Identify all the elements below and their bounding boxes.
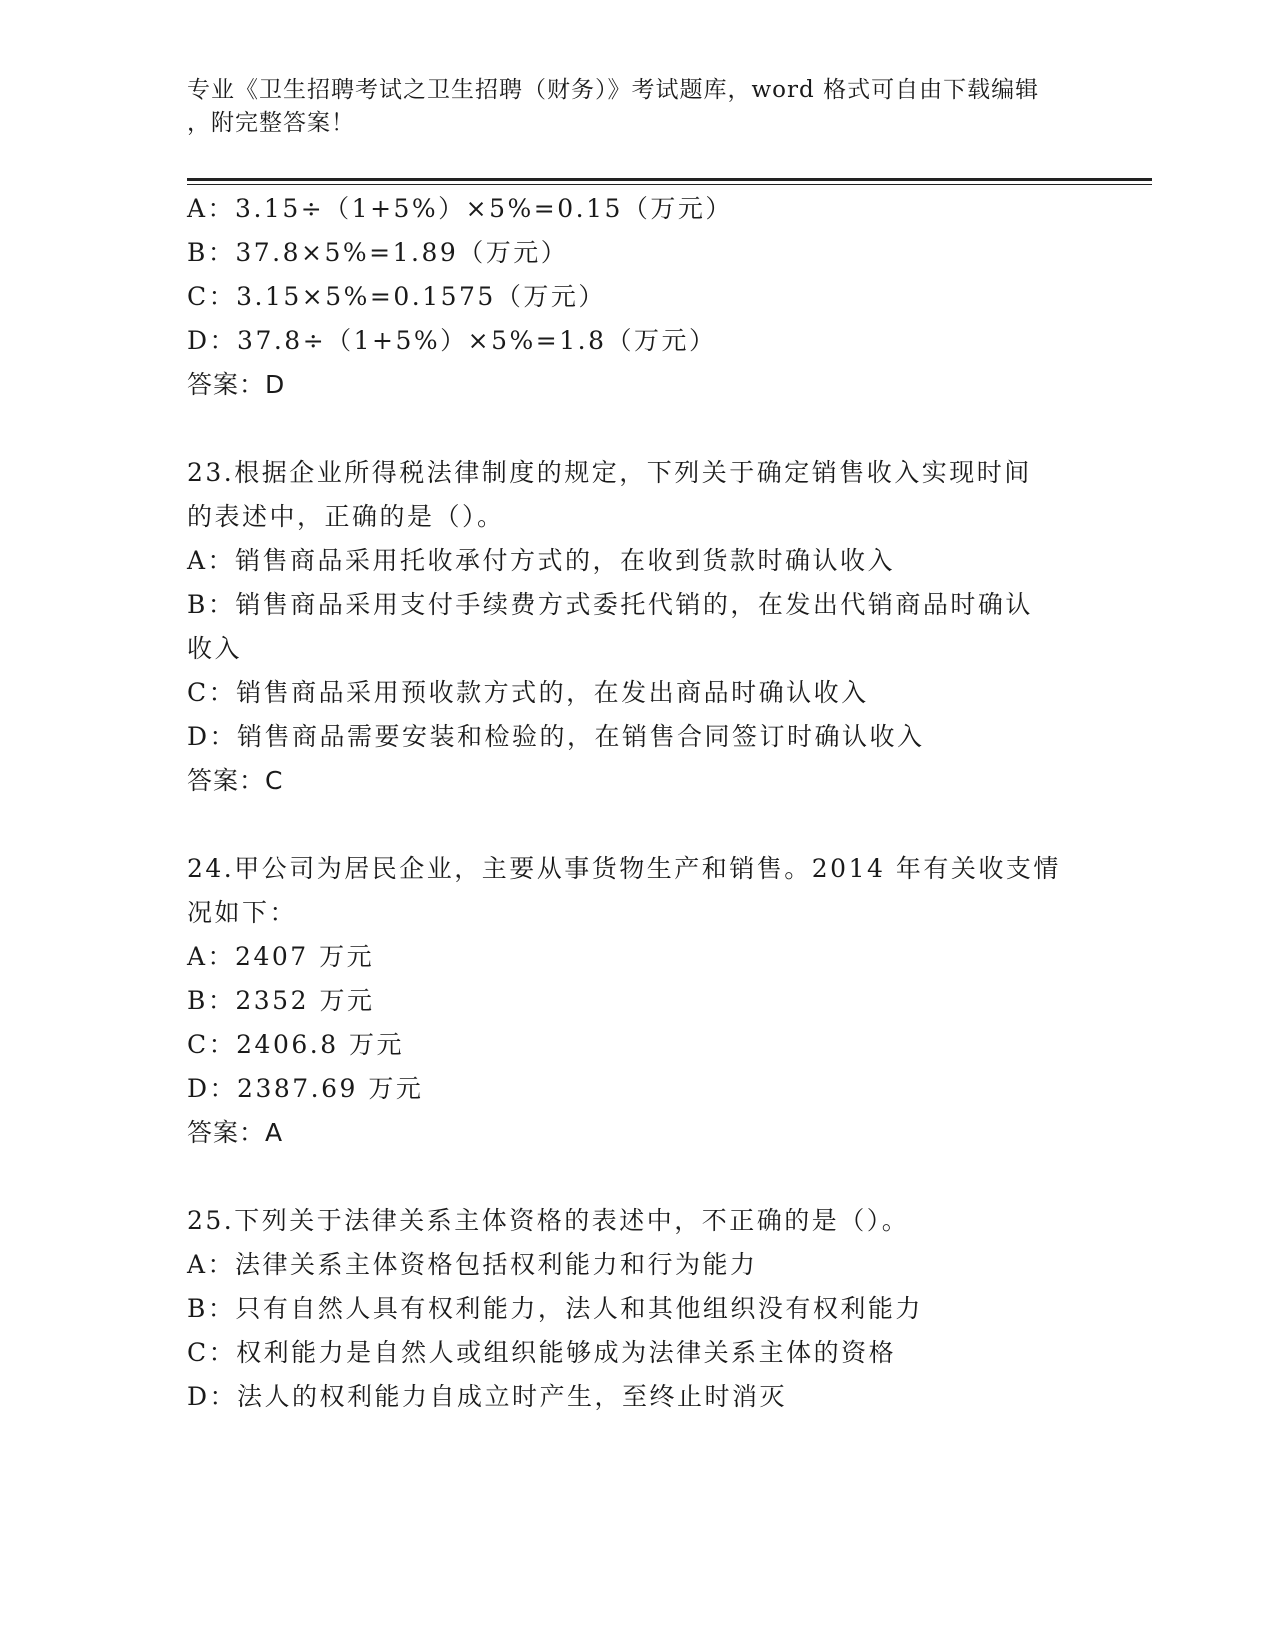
q25-option-a: A：法律关系主体资格包括权利能力和行为能力 xyxy=(187,1250,758,1279)
q23-option-b-line-2: 收入 xyxy=(187,634,243,663)
q25-option-b: B：只有自然人具有权利能力，法人和其他组织没有权利能力 xyxy=(187,1294,923,1323)
header-divider xyxy=(187,178,1152,181)
q24-option-a: A：2407 万元 xyxy=(187,942,375,971)
header-divider-thin xyxy=(187,184,1152,185)
document-header xyxy=(187,74,1087,140)
header-line-1: 专业《卫生招聘考试之卫生招聘（财务）》考试题库，word 格式可自由下载编辑 xyxy=(187,77,1040,103)
q24-answer: 答案：A xyxy=(187,1118,284,1147)
q24-option-d: D：2387.69 万元 xyxy=(187,1074,424,1103)
q23-option-d: D：销售商品需要安装和检验的，在销售合同签订时确认收入 xyxy=(187,722,925,751)
q24-stem-line-1: 24.甲公司为居民企业，主要从事货物生产和销售。2014 年有关收支情 xyxy=(187,854,1061,883)
q23-stem-line-2: 的表述中，正确的是（）。 xyxy=(187,502,505,531)
q24-stem-line-2: 况如下： xyxy=(187,898,298,927)
q22-option-d: D：37.8÷（1+5%）×5%=1.8（万元） xyxy=(187,326,717,355)
header-line-2: ，附完整答案！ xyxy=(187,110,355,136)
q23-stem-line-1: 23.根据企业所得税法律制度的规定，下列关于确定销售收入实现时间 xyxy=(187,458,1032,487)
q23-answer: 答案：C xyxy=(187,766,284,795)
q24-option-c: C：2406.8 万元 xyxy=(187,1030,405,1059)
q22-option-b: B：37.8×5%=1.89（万元） xyxy=(187,238,569,267)
q25-option-d: D：法人的权利能力自成立时产生，至终止时消灭 xyxy=(187,1382,788,1411)
q22-option-a: A：3.15÷（1+5%）×5%=0.15（万元） xyxy=(187,194,733,223)
q25-option-c: C：权利能力是自然人或组织能够成为法律关系主体的资格 xyxy=(187,1338,897,1367)
q25-stem: 25.下列关于法律关系主体资格的表述中，不正确的是（）。 xyxy=(187,1206,910,1235)
q23-option-a: A：销售商品采用托收承付方式的，在收到货款时确认收入 xyxy=(187,546,896,575)
q24-option-b: B：2352 万元 xyxy=(187,986,375,1015)
q22-option-c: C：3.15×5%=0.1575（万元） xyxy=(187,282,606,311)
q22-answer: 答案：D xyxy=(187,370,286,399)
q23-option-c: C：销售商品采用预收款方式的，在发出商品时确认收入 xyxy=(187,678,869,707)
q23-option-b-line-1: B：销售商品采用支付手续费方式委托代销的，在发出代销商品时确认 xyxy=(187,590,1033,619)
